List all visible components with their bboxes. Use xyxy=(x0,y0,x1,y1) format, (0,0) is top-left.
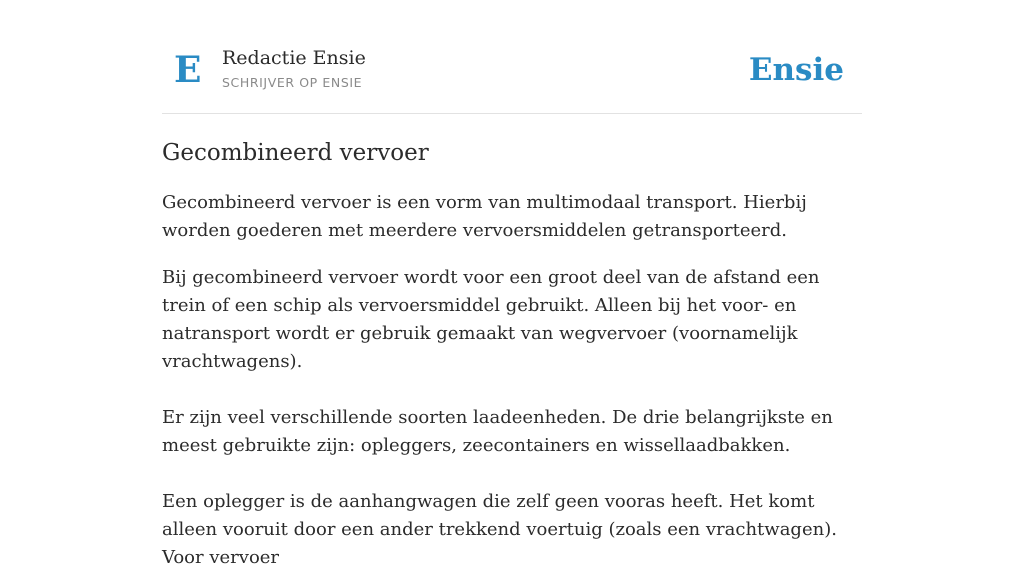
article-title: Gecombineerd vervoer xyxy=(162,140,429,166)
article-paragraph: Bij gecombineerd vervoer wordt voor een groot deel van de afstand een trein of een schip als vervoersmiddel gebruikt. Alleen bij het voor- en natransport wordt er gebruik gemaakt van wegvervoer (voornamelijk vrachtwagens). xyxy=(162,267,820,372)
article-paragraph: Een oplegger is de aanhangwagen die zelf geen vooras heeft. Het komt alleen vooruit door een ander trekkend voertuig (zoals een vrachtwagen). Voor vervoer xyxy=(162,491,837,568)
author-avatar[interactable]: E xyxy=(174,49,202,91)
author-role: SCHRIJVER OP ENSIE xyxy=(222,75,363,90)
ensie-logo[interactable]: Ensie xyxy=(748,52,844,88)
author-header xyxy=(162,40,862,114)
article-body xyxy=(162,136,862,572)
article-paragraph: Er zijn veel verschillende soorten laadeenheden. De drie belangrijkste en meest gebruikte zijn: opleggers, zeecontainers en wissellaadbakken. xyxy=(162,407,833,456)
author-name[interactable]: Redactie Ensie xyxy=(222,47,366,69)
article-paragraph: Gecombineerd vervoer is een vorm van multimodaal transport. Hierbij worden goederen met meerdere vervoersmiddelen getransporteerd. xyxy=(162,192,807,241)
